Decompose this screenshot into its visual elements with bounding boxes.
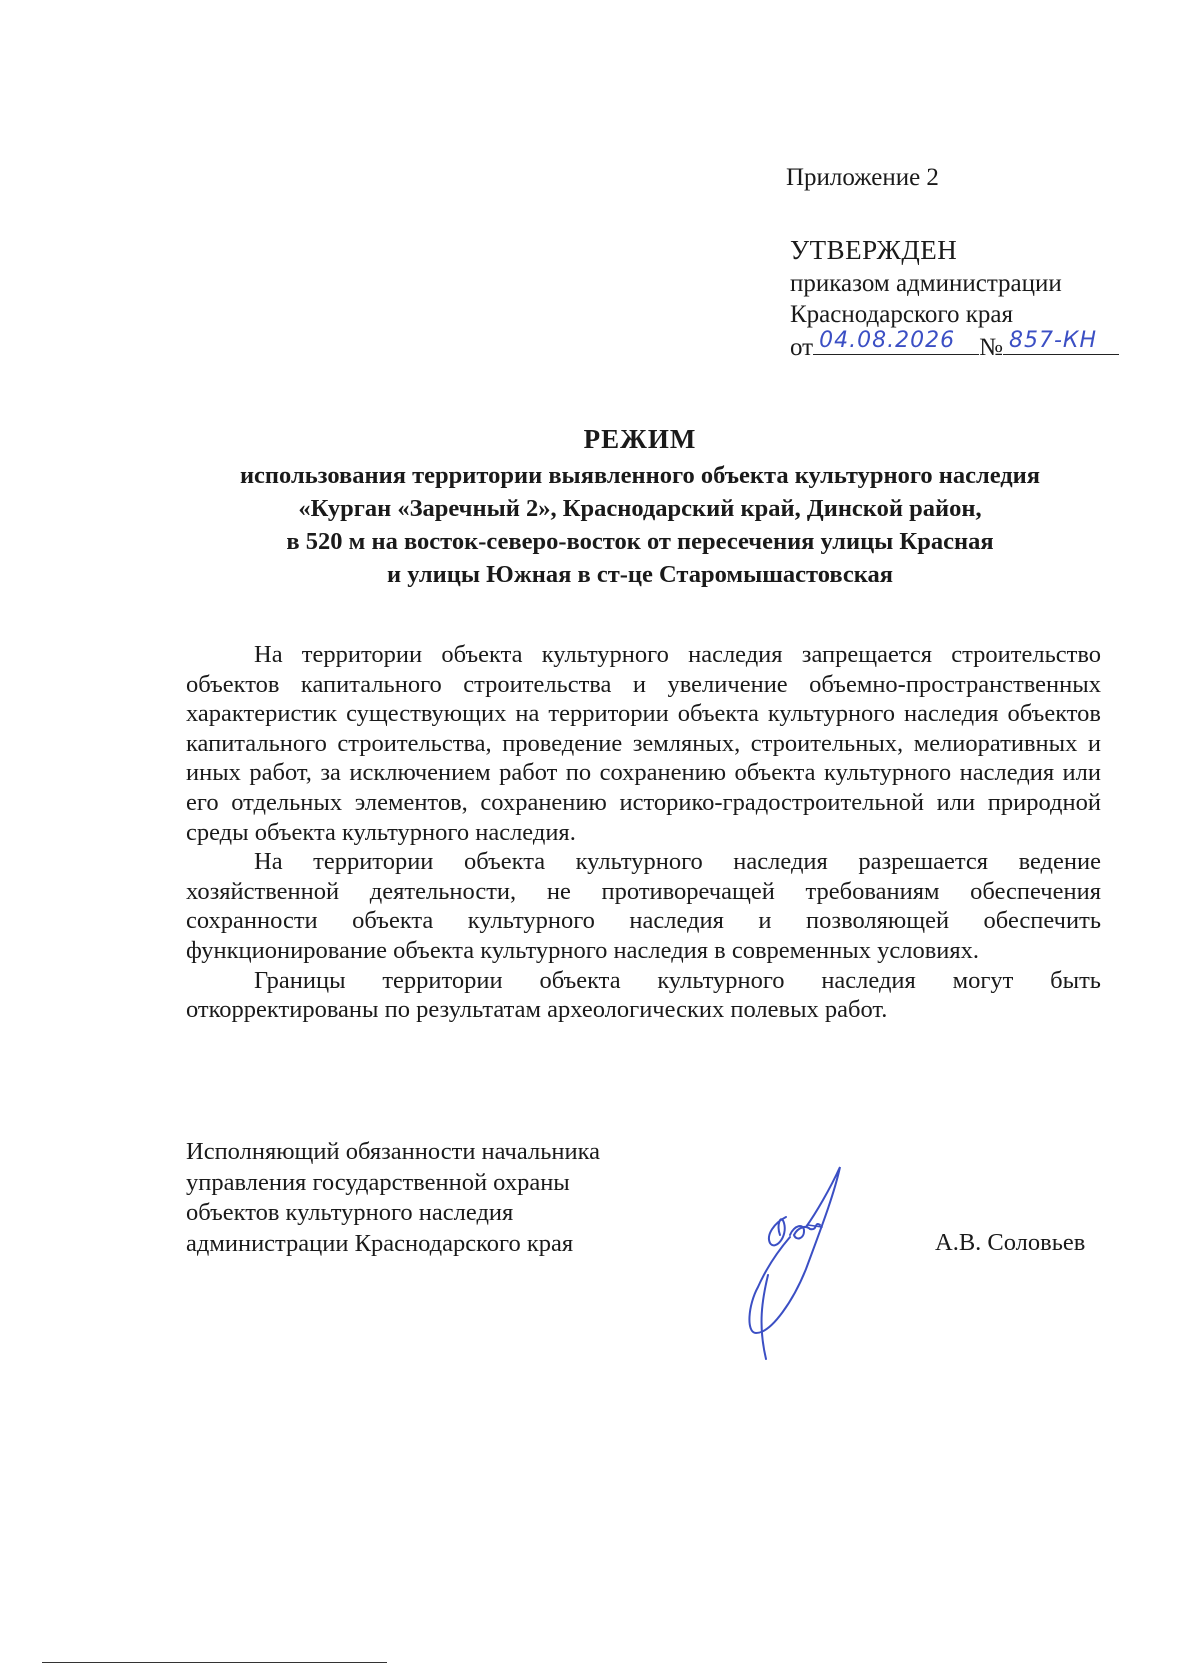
- order-date-handwritten: 04.08.2026: [819, 328, 956, 353]
- body-paragraph-prohibitions: На территории объекта культурного наследия запрещается строительство объектов капитального строительства и увеличение объемно-пространственных характеристик существующих на территории объекта культурного наследия объектов капитального строительства, проведение земляных, строительных, мелиоративных и иных работ, за исключением работ по сохранению объекта культурного наследия или его отдельных элементов, сохранению историко-градостроительной или природной среды объекта культурного наследия.: [186, 641, 1101, 846]
- signatory-name: А.В. Соловьев: [935, 1229, 1086, 1256]
- signatory-position-line-3: объектов культурного наследия: [186, 1199, 514, 1226]
- subtitle-line-2: «Курган «Заречный 2», Краснодарский край, Динской район,: [298, 495, 982, 522]
- approval-stamp-block: [790, 235, 1119, 363]
- handwritten-signature: [748, 1165, 888, 1365]
- date-prefix: от: [790, 334, 814, 361]
- appendix-label: Приложение 2: [786, 164, 939, 191]
- footnote-divider: [42, 1662, 387, 1663]
- order-date-field: [813, 330, 979, 355]
- approved-heading: УТВЕРЖДЕН: [790, 235, 958, 265]
- number-prefix: №: [979, 334, 1003, 361]
- body-paragraph-permissions: На территории объекта культурного наследия разрешается ведение хозяйственной деятельности, не противоречащей требованиям обеспечения сохранности объекта культурного наследия и позволяющей обеспечить функционирование объекта культурного наследия в современных условиях.: [186, 848, 1101, 964]
- order-number-handwritten: 857-КН: [1008, 328, 1098, 353]
- signatory-position-line-1: Исполняющий обязанности начальника: [186, 1138, 600, 1165]
- subtitle-line-3: в 520 м на восток-северо-восток от пересечения улицы Красная: [286, 528, 994, 555]
- document-title: РЕЖИМ: [583, 424, 697, 454]
- subtitle-line-4: и улицы Южная в ст-це Старомышастовская: [386, 561, 894, 588]
- document-body: [186, 640, 1101, 1025]
- order-number-field: [1003, 330, 1119, 355]
- subtitle-line-1: использования территории выявленного объекта культурного наследия: [239, 462, 1041, 489]
- approved-by-line-2: Краснодарского края: [790, 301, 1013, 328]
- signatory-position: [186, 1137, 600, 1259]
- signatory-position-line-4: администрации Краснодарского края: [186, 1229, 574, 1257]
- order-date-number-line: [790, 330, 1119, 363]
- approved-by-line-1: приказом администрации: [790, 270, 1062, 297]
- body-paragraph-boundaries: Границы территории объекта культурного наследия могут быть откорректированы по результатам археологических полевых работ.: [186, 966, 1101, 1024]
- document-title-block: [150, 422, 1130, 591]
- signatory-position-line-2: управления государственной охраны: [186, 1168, 570, 1196]
- document-subtitle: [150, 459, 1130, 591]
